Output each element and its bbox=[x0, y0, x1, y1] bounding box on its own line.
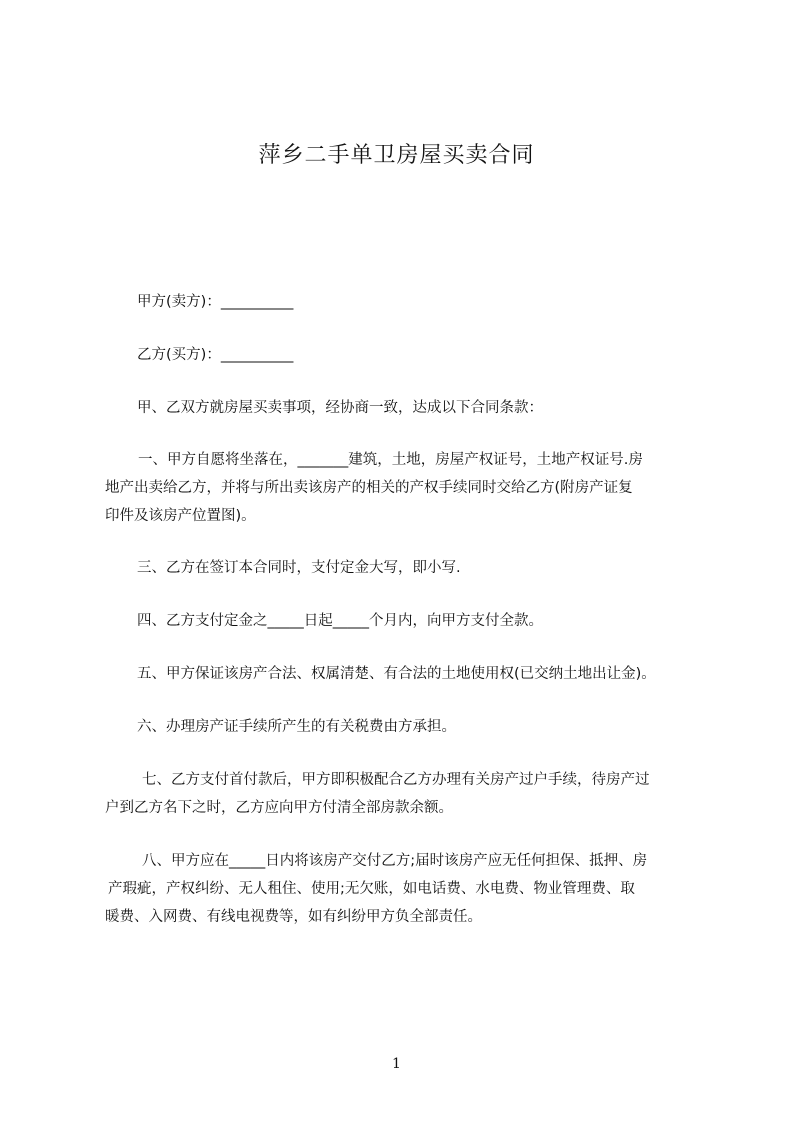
clause-5-paragraph: 五、甲方保证该房产合法、权属清楚、有合法的土地使用权(已交纳土地出让金)。 bbox=[137, 666, 656, 682]
clause-1-paragraph bbox=[105, 446, 720, 530]
clause-7-paragraph bbox=[105, 766, 705, 822]
page-number: 1 bbox=[392, 1056, 401, 1072]
clause-7-line-1: 七、乙方支付首付款后，甲方即积极配合乙方办理有关房产过户手续，待房产过 bbox=[142, 772, 650, 788]
clause-1-line-2: 地产出卖给乙方，并将与所出卖该房产的相关的产权手续同时交给乙方(附房产证复 bbox=[105, 480, 633, 496]
clause-7-line-2: 户到乙方名下之时，乙方应向甲方付清全部房款余额。 bbox=[105, 800, 453, 816]
intro-paragraph: 甲、乙双方就房屋买卖事项，经协商一致，达成以下合同条款： bbox=[137, 400, 543, 416]
clause-8-line-1: 八、甲方应在_____日内将该房产交付乙方;届时该房产应无任何担保、抵押、房 bbox=[142, 853, 648, 869]
party-a-line: 甲方(卖方)：__________ bbox=[137, 294, 294, 310]
clause-1-line-3: 印件及该房产位置图)。 bbox=[105, 508, 256, 524]
clause-6-paragraph: 六、办理房产证手续所产生的有关税费由方承担。 bbox=[137, 719, 456, 735]
clause-8-line-2: 产瑕疵，产权纠纷、无人租住、使用;无欠账，如电话费、水电费、物业管理费、取 bbox=[108, 881, 635, 897]
party-b-line: 乙方(买方)：__________ bbox=[137, 347, 294, 363]
clause-4-paragraph: 四、乙方支付定金之_____日起_____个月内，向甲方支付全款。 bbox=[137, 613, 543, 629]
clause-8-paragraph bbox=[105, 847, 705, 931]
page-title: 萍乡二手单卫房屋买卖合同 bbox=[258, 143, 535, 168]
clause-1-line-1: 一、甲方自愿将坐落在，_______建筑，土地，房屋产权证号，土地产权证号.房 bbox=[138, 452, 643, 468]
clause-8-line-3: 暖费、入网费、有线电视费等，如有纠纷甲方负全部责任。 bbox=[105, 909, 482, 925]
clause-3-paragraph: 三、乙方在签订本合同时，支付定金大写，即小写. bbox=[137, 560, 461, 576]
